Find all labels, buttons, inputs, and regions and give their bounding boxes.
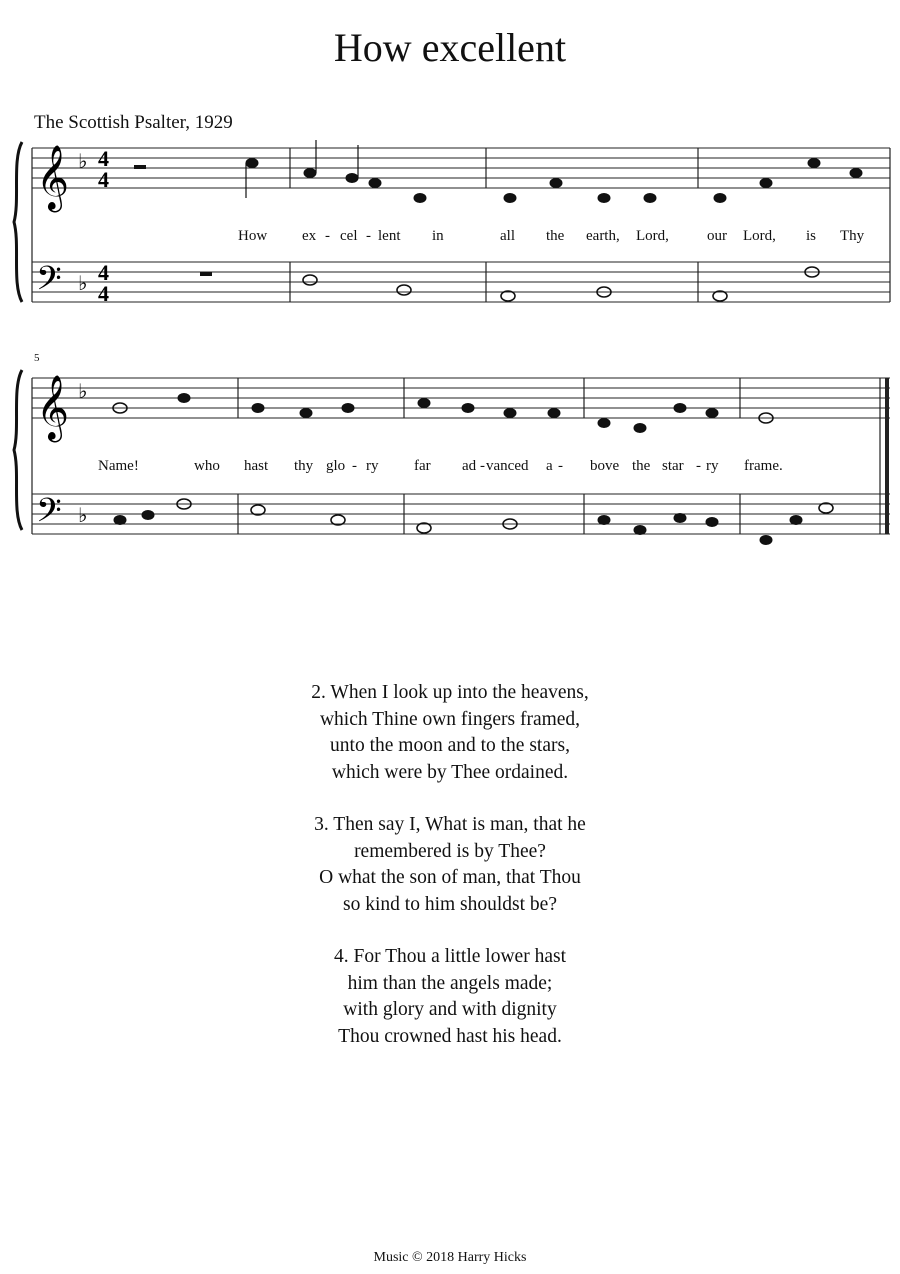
barlines bbox=[32, 378, 887, 534]
svg-text:4: 4 bbox=[98, 260, 109, 285]
lyric-syllable: - bbox=[480, 458, 485, 474]
lyrics-line-1 bbox=[238, 228, 865, 244]
lyric-syllable: hast bbox=[244, 458, 269, 474]
verse-line: 4. For Thou a little lower hast bbox=[334, 946, 566, 967]
lyric-syllable: a bbox=[546, 458, 553, 474]
treble-staff bbox=[32, 378, 890, 418]
lyric-syllable: the bbox=[632, 458, 651, 474]
lyric-syllable: lent bbox=[378, 228, 401, 244]
page-title: How excellent bbox=[333, 25, 567, 70]
lyric-syllable: - bbox=[366, 228, 371, 244]
score-system-1 bbox=[14, 140, 890, 306]
lyric-syllable: Thy bbox=[840, 228, 865, 244]
lyric-syllable: How bbox=[238, 228, 268, 244]
lyric-syllable: ry bbox=[366, 458, 379, 474]
lyric-syllable: ad bbox=[462, 458, 477, 474]
verse-line: with glory and with dignity bbox=[343, 999, 557, 1020]
lyric-syllable: - bbox=[558, 458, 563, 474]
lyric-syllable: - bbox=[352, 458, 357, 474]
lyric-syllable: vanced bbox=[486, 458, 529, 474]
verse-2 bbox=[0, 680, 900, 786]
verse-line: him than the angels made; bbox=[347, 972, 553, 994]
notes-system-1 bbox=[134, 140, 862, 301]
verse-line: remembered is by Thee? bbox=[354, 840, 546, 862]
flat-icon: ♭ bbox=[78, 379, 88, 403]
source-credit: The Scottish Psalter, 1929 bbox=[34, 112, 233, 133]
time-signature bbox=[98, 146, 109, 306]
treble-clef-icon: 𝄞 bbox=[36, 375, 70, 440]
bass-clef-icon: 𝄢 bbox=[36, 492, 62, 538]
lyric-syllable: cel bbox=[340, 228, 358, 244]
verse-line: so kind to him shouldst be? bbox=[343, 893, 557, 915]
verse-line: O what the son of man, that Thou bbox=[319, 867, 581, 888]
lyric-syllable: is bbox=[806, 228, 817, 244]
lyric-syllable: - bbox=[325, 228, 330, 244]
bass-staff bbox=[32, 262, 890, 302]
lyric-syllable: glo bbox=[326, 458, 346, 474]
lyric-syllable: far bbox=[414, 458, 431, 474]
verse-line: which Thine own fingers framed, bbox=[319, 708, 581, 730]
lyric-syllable: in bbox=[432, 228, 444, 244]
lyric-syllable: Lord, bbox=[636, 228, 669, 244]
flat-icon: ♭ bbox=[78, 149, 88, 173]
system-brace bbox=[14, 370, 22, 530]
lyric-syllable: bove bbox=[590, 458, 620, 474]
lyric-syllable: who bbox=[194, 458, 220, 474]
verse-4 bbox=[0, 944, 900, 1050]
lyric-syllable: Name! bbox=[98, 458, 139, 474]
svg-text:4: 4 bbox=[98, 167, 109, 192]
verse-3 bbox=[0, 812, 900, 918]
flat-icon: ♭ bbox=[78, 271, 88, 295]
lyric-syllable: earth, bbox=[586, 228, 620, 244]
music-score bbox=[0, 0, 900, 600]
lyric-syllable: ex bbox=[302, 228, 317, 244]
flat-icon: ♭ bbox=[78, 503, 88, 527]
verses bbox=[0, 680, 900, 1076]
lyric-syllable: thy bbox=[294, 458, 314, 474]
verse-line: 2. When I look up into the heavens, bbox=[311, 682, 589, 703]
verse-line: which were by Thee ordained. bbox=[331, 761, 569, 783]
score-system-2 bbox=[14, 370, 890, 545]
system-brace bbox=[14, 142, 22, 302]
lyric-syllable: ry bbox=[706, 458, 719, 474]
lyric-syllable: all bbox=[500, 228, 515, 244]
lyric-syllable: frame. bbox=[744, 458, 783, 474]
lyric-syllable: the bbox=[546, 228, 565, 244]
verse-line: 3. Then say I, What is man, that he bbox=[314, 814, 586, 835]
bass-staff bbox=[32, 494, 890, 534]
copyright-footer: Music © 2018 Harry Hicks bbox=[373, 1250, 527, 1265]
bass-clef-icon: 𝄢 bbox=[36, 260, 62, 306]
verse-line: unto the moon and to the stars, bbox=[330, 735, 570, 756]
measure-number: 5 bbox=[34, 352, 40, 364]
svg-text:4: 4 bbox=[98, 146, 109, 171]
barlines bbox=[32, 148, 890, 302]
svg-text:4: 4 bbox=[98, 281, 109, 306]
lyric-syllable: our bbox=[707, 228, 727, 244]
lyrics-line-2 bbox=[98, 458, 783, 474]
lyric-syllable: star bbox=[662, 458, 684, 474]
verse-line: Thou crowned hast his head. bbox=[338, 1025, 562, 1047]
lyric-syllable: - bbox=[696, 458, 701, 474]
treble-clef-icon: 𝄞 bbox=[36, 145, 70, 210]
lyric-syllable: Lord, bbox=[743, 228, 776, 244]
